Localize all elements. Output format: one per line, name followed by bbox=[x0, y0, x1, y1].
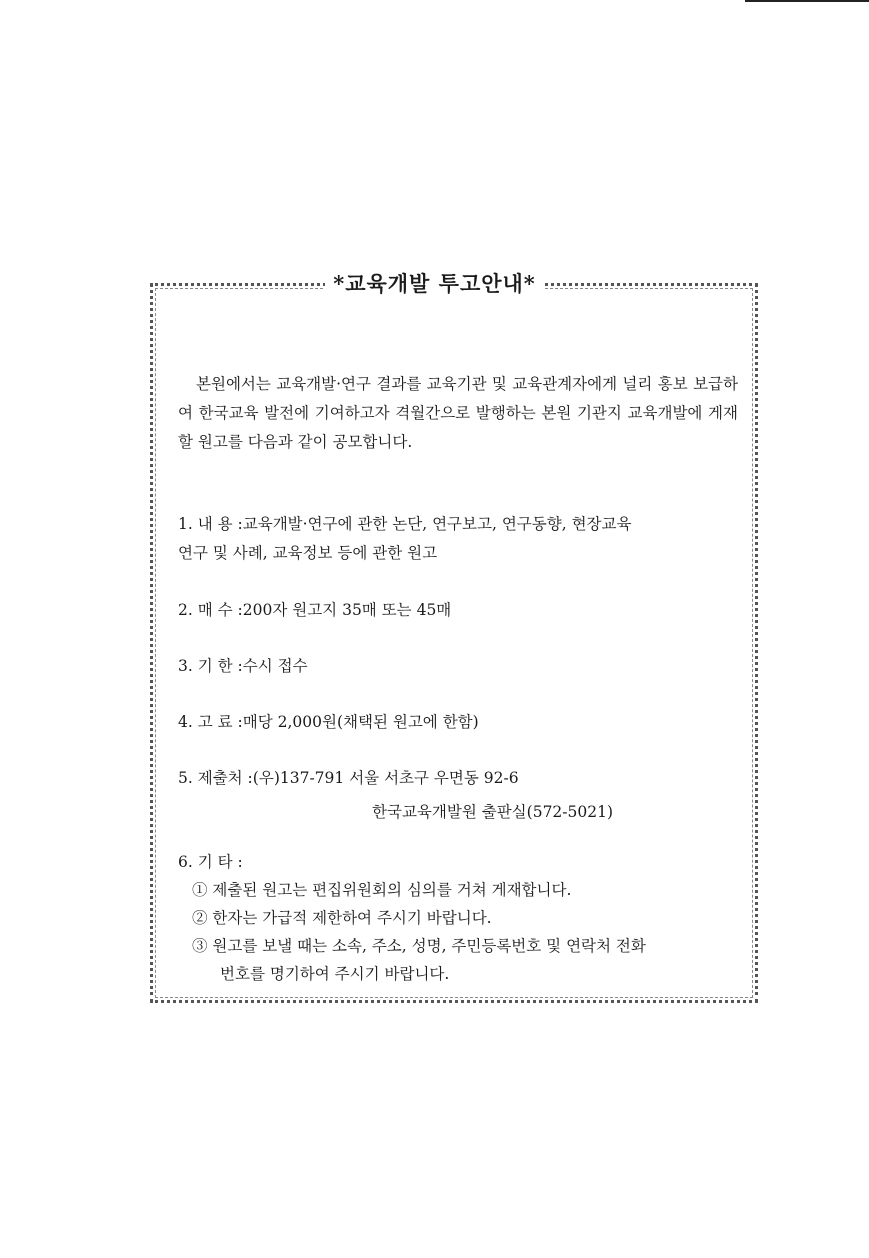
item-other-label: 6. 기 타 : bbox=[178, 853, 243, 871]
item-other-note-2: ② 한자는 가급적 제한하여 주시기 바랍니다. bbox=[192, 909, 492, 927]
item-fee bbox=[178, 708, 479, 737]
item-other-note-3-cont: 번호를 명기하여 주시기 바랍니다. bbox=[220, 965, 450, 983]
notice-title-wrap bbox=[0, 268, 869, 298]
item-fee-value: 매당 2,000원(채택된 원고에 한함) bbox=[242, 713, 479, 731]
item-deadline-label: 3. 기 한 : bbox=[178, 657, 243, 675]
item-other-note-1: ① 제출된 원고는 편집위원회의 심의를 거쳐 게재합니다. bbox=[192, 881, 572, 899]
item-deadline bbox=[178, 652, 308, 681]
item-submit bbox=[178, 764, 519, 793]
item-content-label: 1. 내 용 : bbox=[178, 515, 243, 533]
item-pages bbox=[178, 596, 451, 625]
item-fee-label: 4. 고 료 : bbox=[178, 713, 243, 731]
item-content bbox=[178, 510, 631, 539]
item-other-note-3: ③ 원고를 보낼 때는 소속, 주소, 성명, 주민등록번호 및 연락처 전화 bbox=[192, 937, 646, 955]
item-submit-address: (우)137-791 서울 서초구 우면동 92-6 bbox=[252, 769, 519, 787]
item-submit-office: 한국교육개발원 출판실(572-5021) bbox=[372, 803, 614, 821]
notice-title: *교육개발 투고안내* bbox=[325, 268, 544, 298]
top-rule bbox=[745, 0, 869, 2]
item-content-line1: 교육개발·연구에 관한 논단, 연구보고, 연구동향, 현장교육 bbox=[242, 515, 632, 533]
item-pages-label: 2. 매 수 : bbox=[178, 601, 243, 619]
intro-paragraph: 본원에서는 교육개발·연구 결과를 교육기관 및 교육관계자에게 널리 홍보 보급하여 한국교육 발전에 기여하고자 격월간으로 발행하는 본원 기관지 교육개발에 게재할 원고를 다음과 같이 공모합니다. bbox=[178, 375, 738, 451]
item-deadline-value: 수시 접수 bbox=[242, 657, 308, 675]
item-submit-label: 5. 제출처 : bbox=[178, 769, 253, 787]
item-content-line2: 연구 및 사례, 교육정보 등에 관한 원고 bbox=[178, 544, 438, 562]
item-pages-value: 200자 원고지 35매 또는 45매 bbox=[242, 601, 452, 619]
